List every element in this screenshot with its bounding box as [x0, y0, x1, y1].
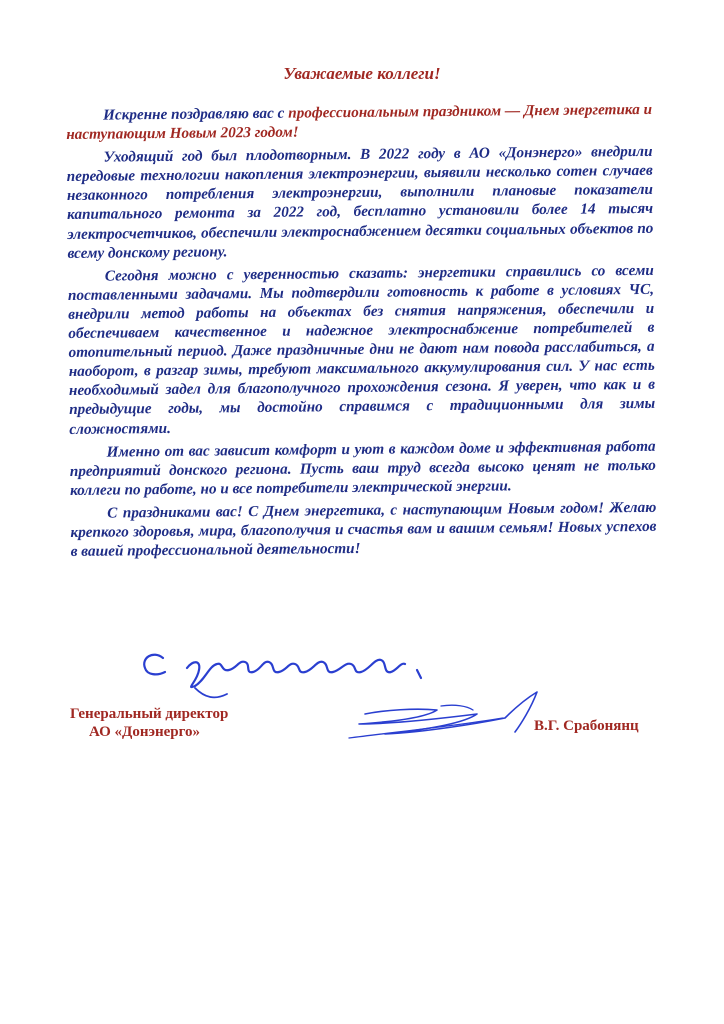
company-name: АО «Донэнерго»: [89, 724, 201, 740]
paragraph-wishes: С праздниками вас! С Днем энергетика, с наступающим Новым годом! Желаю крепкого здоровья, мира, благополучия и счастья вам и вашим семьям! Новых успехов в вашей профессиональной деятельности!: [70, 498, 657, 561]
signatory-name: В.Г. Срабонянц: [534, 718, 639, 734]
paragraph-congratulation-lead: Искренне поздравляю вас с: [103, 104, 289, 124]
paragraph-congratulation: [66, 100, 652, 144]
paragraph-comfort: Именно от вас зависит комфорт и уют в каждом доме и эффективная работа предприятий донского региона. Пусть ваш труд всегда высоко ценят не только коллеги по работе, но и все потребители электрической энергии.: [69, 437, 656, 499]
signature-mark: [345, 688, 545, 744]
paragraph-year-results: Уходящий год был плодотворным. В 2022 году в АО «Донэнерго» внедрили передовые технологии накопления электроэнергии, выявили несколько сотен случаев незаконного потребления электроэнергии, выполнили плановые показатели капитального ремонта за 2022 год, бесплатно установили более 14 тысяч электросчетчиков, обеспечили электроснабжением десятки социальных объектов по всему донскому региону.: [66, 143, 654, 262]
letter-greeting: Уважаемые коллеги!: [283, 64, 441, 83]
signatory-position: [70, 705, 260, 741]
paragraph-tasks: Сегодня можно с уверенностью сказать: энергетики справились со всеми поставленными задачами. Мы подтвердили готовность к работе в условиях ЧС, внедрили метод работы на объектах без снятия напряжения, обеспечили и обеспечиваем качественное и надежное электроснабжение потребителей в отопительный период. Даже праздничные дни не дают нам повода расслабиться, а наоборот, в разгар зимы, требуют максимального аккумулирования сил. У нас есть необходимый задел для благополучного прохождения сезона. Я уверен, что как и в предыдущие годы, мы достойно справимся с традиционными для зимы сложностями.: [67, 261, 656, 438]
holiday-highlight: профессиональным праздником — Днем энергетика и наступающим Новым 2023 годом!: [66, 100, 653, 144]
position-title: Генеральный директор: [70, 706, 229, 722]
letter-body: [66, 100, 657, 565]
